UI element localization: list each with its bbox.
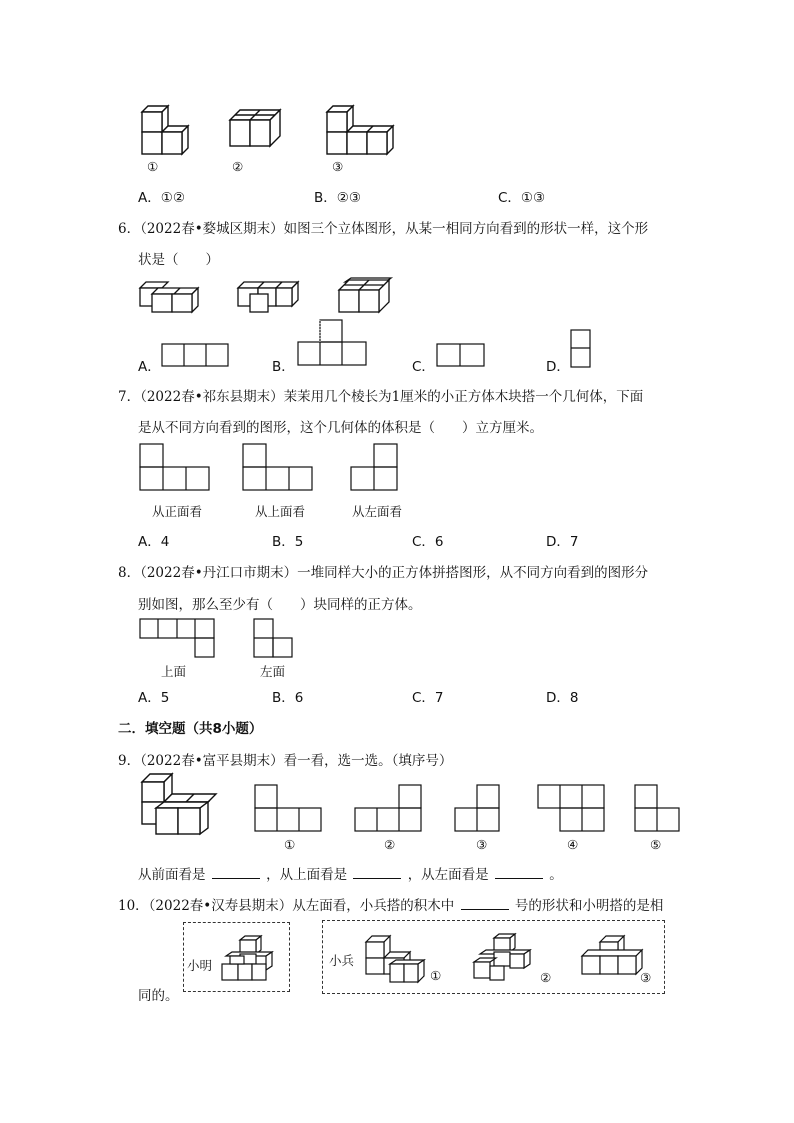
- q10-xiaobing-drawing-1: [364, 934, 430, 984]
- q9-option-label-5[interactable]: ⑤: [650, 837, 662, 852]
- q6-solid-drawing-2: [236, 280, 300, 316]
- q9-left-answer-blank[interactable]: [495, 866, 543, 879]
- q9-period: 。: [549, 867, 563, 883]
- q8-option-c[interactable]: C．7: [412, 690, 444, 706]
- q8-left-view: [253, 618, 295, 660]
- q9-top-answer-blank[interactable]: [353, 866, 401, 879]
- q10-question-line-1: [118, 894, 663, 914]
- q10-xiaobing-drawing-2: [472, 932, 538, 984]
- q10-xiaobing-solid-3: [578, 934, 646, 978]
- q7-top-view-drawing: [242, 443, 314, 493]
- q9-option-3-drawing: [454, 784, 502, 834]
- q10-prompt-part-2: 号的形状和小明搭的是相: [514, 898, 664, 914]
- q7-top-view-label: 从上面看: [255, 504, 306, 519]
- q7-question-line-2: 是从不同方向看到的图形，这个几何体的体积是（ ）立方厘米。: [138, 420, 543, 436]
- q10-xiaobing-label-1[interactable]: ①: [430, 968, 442, 983]
- q9-front-answer-blank[interactable]: [212, 866, 260, 879]
- q9-answer-line: [138, 863, 563, 883]
- q8-option-d[interactable]: D．8: [546, 690, 579, 706]
- q10-xiaoming-drawing: [220, 934, 278, 984]
- q6-option-a[interactable]: A．: [138, 359, 161, 375]
- q9-option-2-drawing: [354, 784, 424, 834]
- q9-left-prompt: ，从左面看是: [407, 867, 489, 883]
- q10-prompt-part-1: 10．（2022春•汉寿县期末）从左面看，小兵搭的积木中: [118, 898, 455, 914]
- q9-option-5-figure: [634, 784, 682, 834]
- q10-xiaobing-drawing-3: [578, 934, 646, 978]
- q9-option-label-2[interactable]: ②: [384, 837, 396, 852]
- q7-left-view-label: 从左面看: [352, 504, 403, 519]
- q10-xiaoming-label: 小明: [187, 958, 213, 973]
- q9-option-label-4[interactable]: ④: [567, 837, 579, 852]
- section-heading: 二．填空题（共8小题）: [118, 721, 263, 737]
- q6-option-c-figure: [436, 343, 488, 369]
- q9-option-4-figure: [537, 784, 607, 834]
- q8-option-b[interactable]: B．6: [272, 690, 304, 706]
- q7-front-view: [139, 443, 211, 493]
- q8-top-view: [139, 618, 217, 660]
- q10-xiaobing-solid-2: [472, 932, 538, 984]
- q6-solid-1: [138, 280, 200, 316]
- q8-left-view-drawing: [253, 618, 295, 660]
- q10-xiaoming-solid: [220, 934, 278, 984]
- q5-cube-drawing-1: [138, 102, 194, 158]
- q5-figure-label-2: ②: [232, 159, 244, 174]
- q6-option-d[interactable]: D．: [546, 359, 570, 375]
- q5-option-b[interactable]: B．②③: [314, 190, 361, 206]
- q6-solid-3: [337, 276, 393, 314]
- q9-question-line-1: 9．（2022春•富平县期末）看一看，选一选。（填序号）: [118, 753, 453, 769]
- q9-option-1-drawing: [254, 784, 324, 834]
- q5-figure-label-3: ③: [332, 159, 344, 174]
- q8-top-view-drawing: [139, 618, 217, 660]
- q7-left-view: [350, 443, 400, 493]
- q6-solid-2: [236, 280, 300, 316]
- q6-option-a-figure: [161, 343, 231, 369]
- q5-figure-2: [226, 106, 284, 152]
- q5-figure-1: [138, 102, 194, 158]
- q9-option-5-drawing: [634, 784, 682, 834]
- q9-option-2-figure: [354, 784, 424, 834]
- q5-cube-drawing-3: [323, 102, 395, 158]
- q9-option-label-3[interactable]: ③: [476, 837, 488, 852]
- q9-solid-drawing: [138, 772, 220, 838]
- q10-question-line-2: 同的。: [138, 988, 179, 1004]
- q7-option-a[interactable]: A．4: [138, 534, 170, 550]
- q9-solid: [138, 772, 220, 838]
- q7-front-view-label: 从正面看: [152, 504, 203, 519]
- q5-cube-drawing-2: [226, 106, 284, 152]
- q6-option-c[interactable]: C．: [412, 359, 435, 375]
- q6-option-c-drawing: [436, 343, 488, 369]
- q7-option-c[interactable]: C．6: [412, 534, 444, 550]
- q9-front-prompt: 从前面看是: [138, 867, 206, 883]
- q6-option-d-figure: [570, 329, 592, 369]
- q7-question-line-1: 7．（2022春•祁东县期末）茉茉用几个棱长为1厘米的小正方体木块搭一个几何体，下面: [118, 389, 644, 405]
- q6-option-b[interactable]: B．: [272, 359, 295, 375]
- q6-option-a-drawing: [161, 343, 231, 369]
- q6-solid-drawing-1: [138, 280, 200, 316]
- q5-option-c[interactable]: C．①③: [498, 190, 546, 206]
- q7-left-view-drawing: [350, 443, 400, 493]
- q6-option-b-figure: [296, 318, 370, 368]
- q9-top-prompt: ，从上面看是: [266, 867, 348, 883]
- q8-left-view-label: 左面: [260, 664, 286, 679]
- q10-xiaobing-label: 小兵: [329, 953, 355, 968]
- q5-option-a[interactable]: A．①②: [138, 190, 185, 206]
- q8-question-line-1: 8．（2022春•丹江口市期末）一堆同样大小的正方体拼搭图形，从不同方向看到的图形分: [118, 565, 649, 581]
- q9-option-1-figure: [254, 784, 324, 834]
- q10-xiaobing-label-3[interactable]: ③: [640, 970, 652, 985]
- q6-question-line-1: 6．（2022春•婺城区期末）如图三个立体图形，从某一相同方向看到的形状一样，这个形: [118, 221, 649, 237]
- q7-top-view: [242, 443, 314, 493]
- q8-option-a[interactable]: A．5: [138, 690, 170, 706]
- q10-xiaobing-solid-1: [364, 934, 430, 984]
- q7-option-d[interactable]: D．7: [546, 534, 579, 550]
- q9-option-3-figure: [454, 784, 502, 834]
- q9-option-label-1[interactable]: ①: [284, 837, 296, 852]
- q6-option-d-drawing: [570, 329, 592, 369]
- q8-top-view-label: 上面: [161, 664, 187, 679]
- q8-question-line-2: 别如图，那么至少有（ ）块同样的正方体。: [138, 597, 422, 613]
- q7-front-view-drawing: [139, 443, 211, 493]
- q5-figure-label-1: ①: [147, 159, 159, 174]
- q5-figure-3: [323, 102, 395, 158]
- q6-solid-drawing-3: [337, 276, 393, 314]
- q6-option-b-drawing: [296, 318, 370, 368]
- q10-answer-blank[interactable]: [461, 897, 509, 910]
- q9-option-4-drawing: [537, 784, 607, 834]
- q7-option-b[interactable]: B．5: [272, 534, 304, 550]
- q6-question-line-2: 状是（ ）: [138, 252, 219, 268]
- q10-xiaobing-label-2[interactable]: ②: [540, 970, 552, 985]
